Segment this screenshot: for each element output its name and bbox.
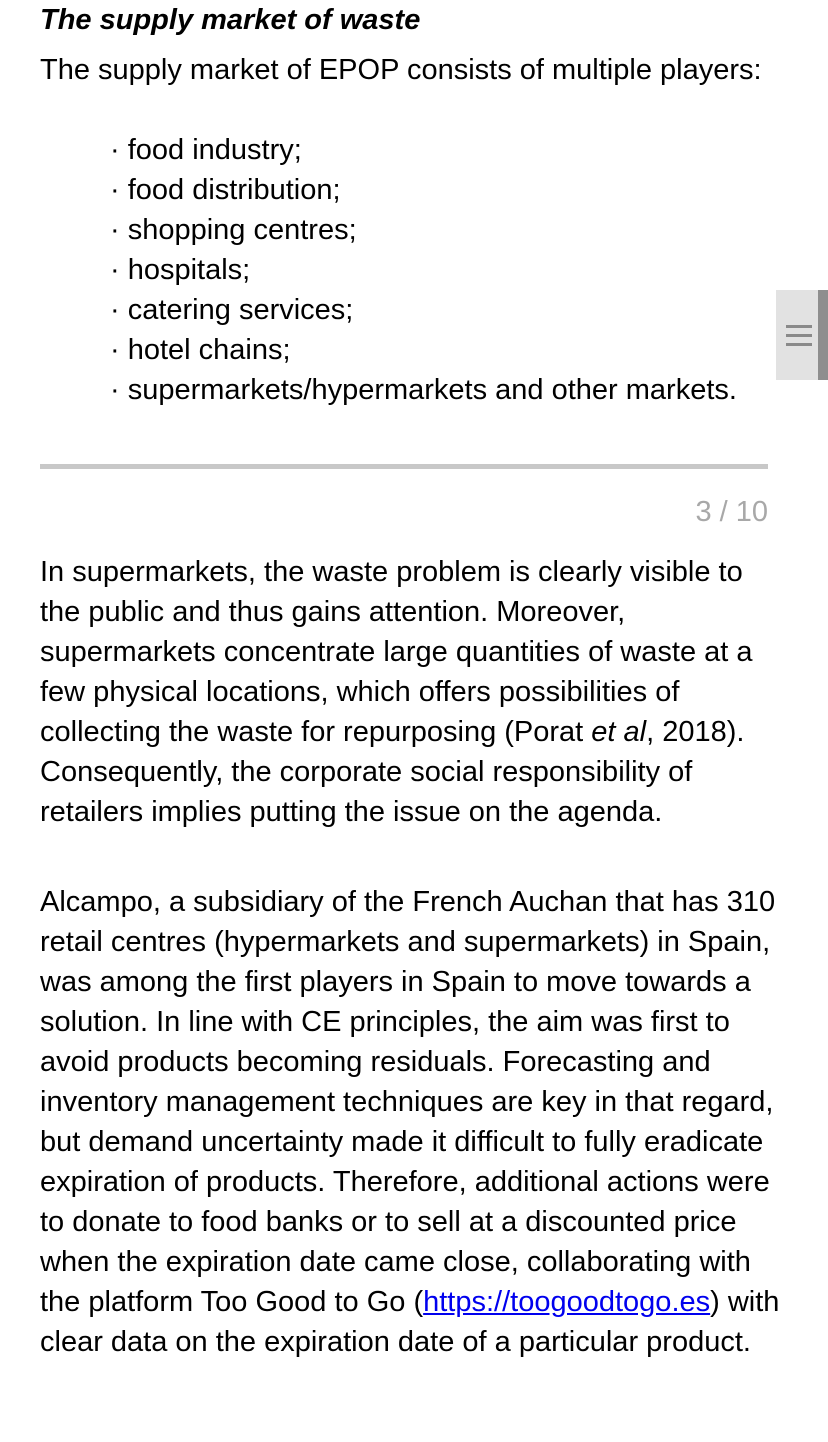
menu-icon[interactable] xyxy=(786,325,812,345)
supplier-list xyxy=(110,130,750,410)
list-item: · catering services; xyxy=(110,294,354,326)
side-menu-tab[interactable] xyxy=(776,290,828,380)
list-item: · hotel chains; xyxy=(110,334,291,366)
paragraph-alcampo xyxy=(40,882,780,1362)
paragraph-text: ) with clear data on the expiration date of a particular product. xyxy=(40,1286,780,1358)
paragraph-supermarkets xyxy=(40,552,780,832)
list-item: · food industry; xyxy=(110,134,302,166)
paragraph-text: In supermarkets, the waste problem is clearly visible to the public and thus gains attention. Moreover, supermarkets concentrate large quantities of waste at a few physical locations, which offers possibilities of collecting the waste for repurposing (Porat xyxy=(40,556,753,748)
list-item: · hospitals; xyxy=(110,254,251,286)
paragraph-text: Alcampo, a subsidiary of the French Auchan that has 310 retail centres (hypermarkets and supermarkets) in Spain, was among the first players in Spain to move towards a solution. In line with CE principles, the aim was first to avoid products becoming residuals. Forecasting and inventory management techniques are key in that regard, but demand uncertainty made it difficult to fully eradicate expiration of products. Therefore, additional actions were to donate to food banks or to sell at a discounted price when the expiration date came close, collaborating with the platform Too Good to Go ( xyxy=(40,886,776,1318)
section-divider xyxy=(40,464,768,469)
section-heading: The supply market of waste xyxy=(40,4,421,36)
list-item: · supermarkets/hypermarkets and other markets. xyxy=(110,374,737,406)
toogoodtogo-link[interactable]: https://toogoodtogo.es xyxy=(423,1286,711,1318)
page-indicator: 3 / 10 xyxy=(695,496,768,528)
citation-italic: et al xyxy=(591,716,647,748)
paragraph-text: , 2018). Consequently, the corporate social responsibility of retailers implies putting the issue on the agenda. xyxy=(40,716,745,828)
list-item: · food distribution; xyxy=(110,174,341,206)
list-item: · shopping centres; xyxy=(110,214,357,246)
intro-paragraph: The supply market of EPOP consists of multiple players: xyxy=(40,54,762,86)
side-tab-edge xyxy=(818,290,828,380)
